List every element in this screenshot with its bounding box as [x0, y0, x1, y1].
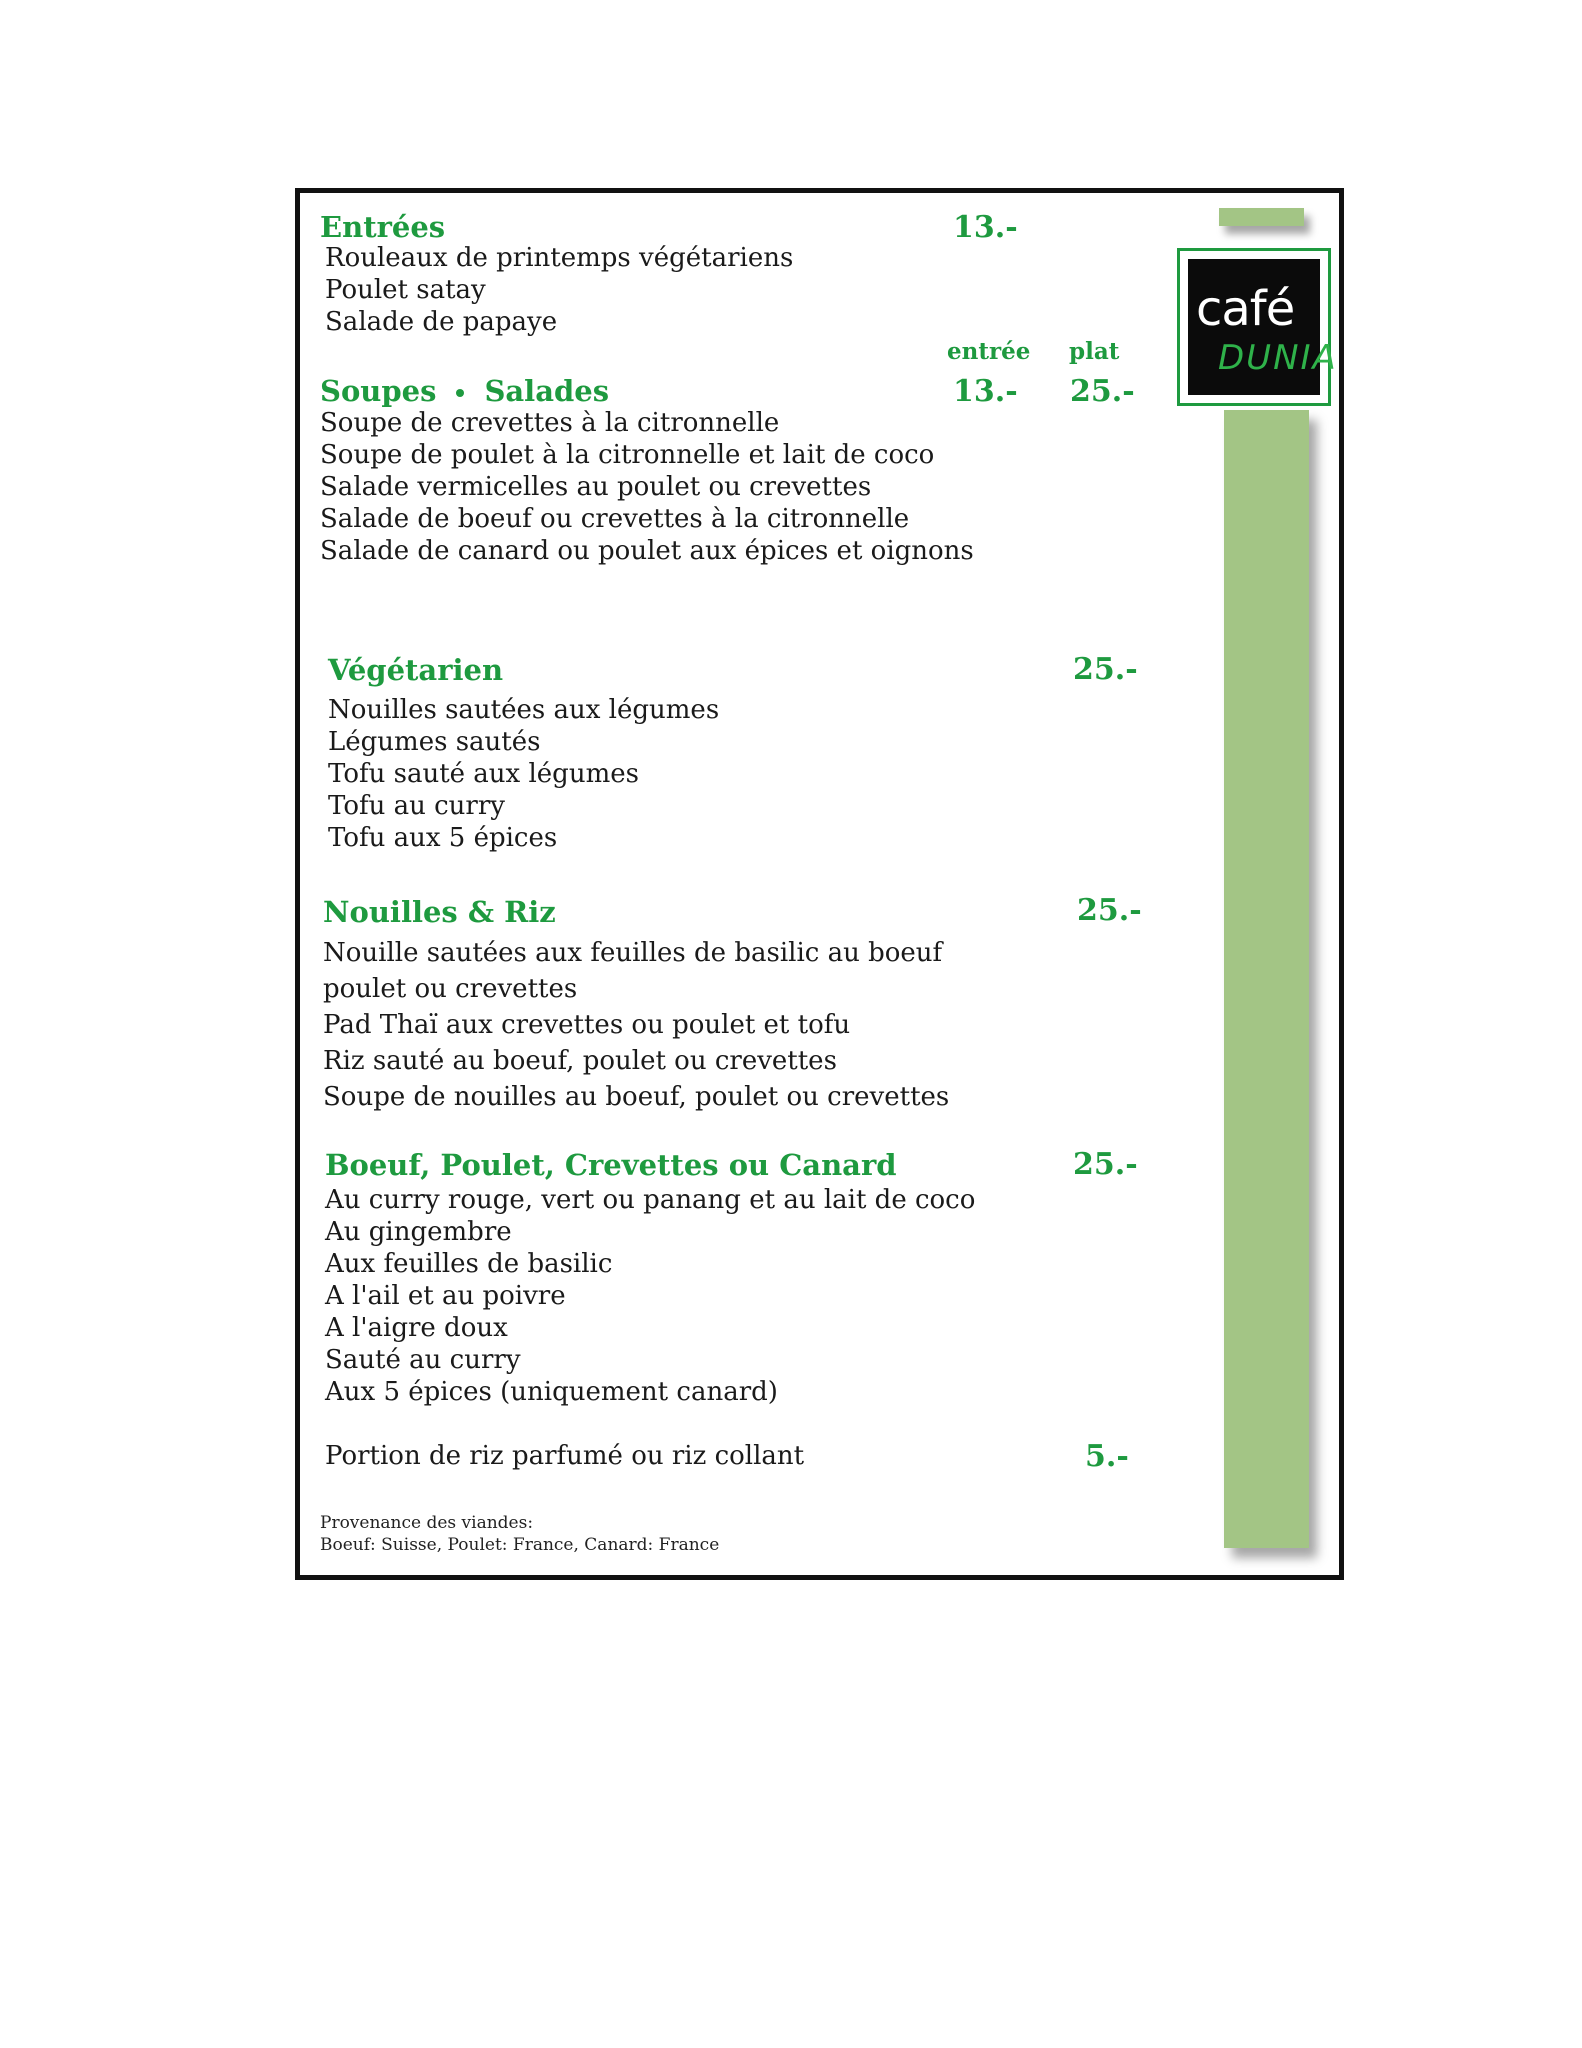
list-item: Soupe de nouilles au boeuf, poulet ou crevettes [323, 1082, 950, 1112]
list-item: Légumes sautés [328, 727, 541, 757]
list-item: Nouilles sautées aux légumes [328, 695, 720, 725]
price-soupes-entree: 13.- [953, 374, 1018, 409]
section-heading-viandes: Boeuf, Poulet, Crevettes ou Canard [325, 1148, 897, 1182]
heading-salades: Salades [484, 374, 610, 408]
list-item: Tofu sauté aux légumes [328, 759, 639, 789]
column-label-entree: entrée [947, 338, 1031, 365]
list-item: poulet ou crevettes [323, 974, 578, 1004]
decorative-bar-top [1219, 208, 1304, 226]
list-item: Nouille sautées aux feuilles de basilic au boeuf [323, 938, 943, 968]
list-item: A l'aigre doux [325, 1313, 508, 1343]
provenance-line-2: Boeuf: Suisse, Poulet: France, Canard: France [320, 1535, 720, 1555]
logo-cafe-text: café [1196, 281, 1295, 337]
section-heading-entrees: Entrées [320, 210, 446, 244]
list-item: Soupe de poulet à la citronnelle et lait de coco [320, 440, 935, 470]
list-item: Aux feuilles de basilic [325, 1249, 613, 1279]
cafe-dunia-logo [1177, 248, 1338, 406]
list-item: Salade de canard ou poulet aux épices et oignons [320, 536, 974, 566]
riz-portion-label: Portion de riz parfumé ou riz collant [325, 1441, 805, 1471]
price-vegetarien: 25.- [1073, 652, 1138, 687]
list-item: Au curry rouge, vert ou panang et au lait de coco [325, 1185, 976, 1215]
price-riz-portion: 5.- [1085, 1439, 1129, 1474]
heading-soupes: Soupes [320, 374, 437, 408]
list-item: Salade de papaye [325, 307, 558, 337]
entrees-list [325, 242, 793, 338]
column-label-plat: plat [1069, 338, 1120, 365]
price-soupes-plat: 25.- [1070, 374, 1135, 409]
list-item: Sauté au curry [325, 1345, 521, 1375]
price-nouilles-riz: 25.- [1077, 893, 1142, 928]
list-item: Tofu aux 5 épices [328, 823, 558, 853]
section-heading-vegetarien: Végétarien [328, 653, 504, 687]
list-item: Pad Thaï aux crevettes ou poulet et tofu [323, 1010, 851, 1040]
price-entrees: 13.- [953, 210, 1018, 245]
list-item: Salade vermicelles au poulet ou crevettes [320, 472, 872, 502]
provenance-note [320, 1512, 719, 1556]
list-item: Soupe de crevettes à la citronnelle [320, 408, 780, 438]
section-heading-nouilles-riz: Nouilles & Riz [323, 895, 556, 929]
viandes-list [325, 1184, 975, 1408]
logo-dunia-text: DUNIA [1218, 338, 1338, 378]
list-item: Tofu au curry [328, 791, 505, 821]
list-item: Salade de boeuf ou crevettes à la citronnelle [320, 504, 910, 534]
decorative-bar-side [1224, 410, 1309, 1548]
list-item: Rouleaux de printemps végétariens [325, 243, 794, 273]
bullet-dot [456, 389, 464, 397]
list-item: A l'ail et au poivre [325, 1281, 566, 1311]
price-viandes: 25.- [1073, 1147, 1138, 1182]
list-item: Au gingembre [325, 1217, 512, 1247]
section-heading-soupes-salades [320, 374, 610, 408]
list-item: Poulet satay [325, 275, 486, 305]
nouilles-list [323, 935, 949, 1115]
provenance-line-1: Provenance des viandes: [320, 1513, 534, 1533]
vegetarien-list [328, 694, 719, 854]
list-item: Riz sauté au boeuf, poulet ou crevettes [323, 1046, 837, 1076]
soupes-list [320, 407, 974, 567]
list-item: Aux 5 épices (uniquement canard) [325, 1377, 778, 1407]
logo-background [1188, 259, 1338, 395]
